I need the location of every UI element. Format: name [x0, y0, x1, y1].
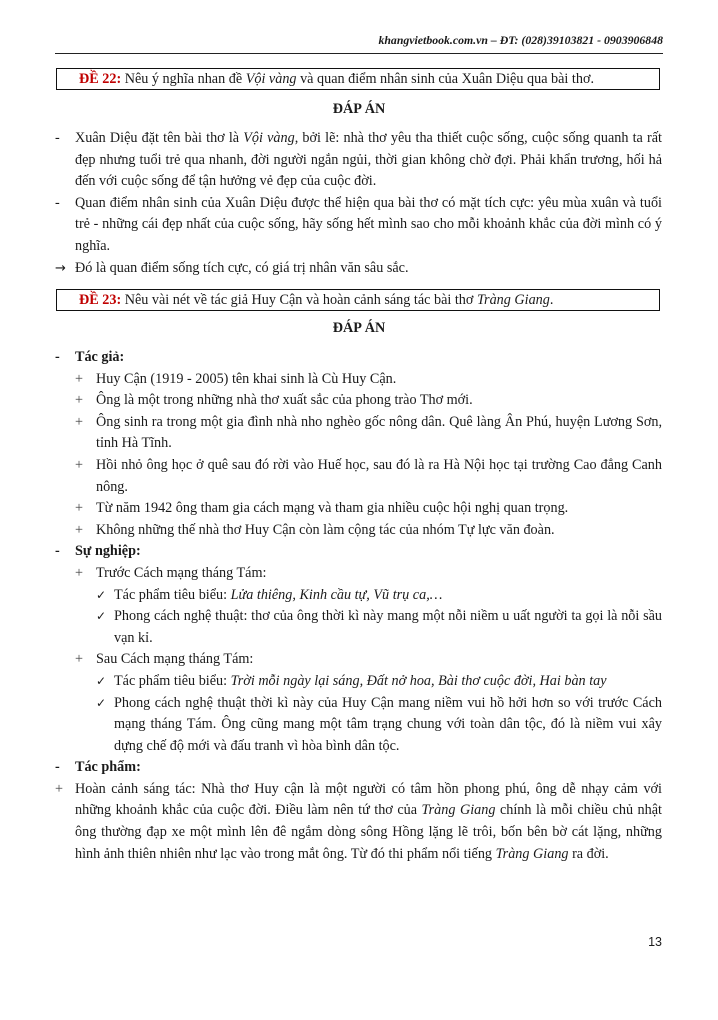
- plus-bullet: +: [55, 780, 64, 797]
- list-item: ✓ Phong cách nghệ thuật thời kì này của Huy Cận mang niềm vui hồ hởi hơn so với trước Cách mạng tháng Tám. Ông cũng mang một tâm trạng chung với toàn dân tộc, đó là niềm vui xây dựng chế độ mới và đấu tranh vì hòa bình dân tộc.: [96, 694, 662, 754]
- question-23-text: Nêu vài nét về tác giả Huy Cận và hoàn cảnh sáng tác bài thơ: [121, 292, 477, 308]
- list-item: - Quan điểm nhân sinh của Xuân Diệu được thể hiện qua bài thơ có mặt tích cực: yêu mùa xuân và tuổi trẻ - những cái đẹp nhất của cuộc sống, hãy sống hết mình sao cho mỗi khoảnh khắc của đời mình có ý nghĩa.: [55, 194, 662, 254]
- question-22-text: Nêu ý nghĩa nhan đề: [121, 71, 246, 87]
- dash-bullet: -: [55, 349, 60, 365]
- question-23-box: [56, 289, 660, 311]
- right-arrow-icon: →: [55, 260, 66, 276]
- list-item: + Ông là một trong những nhà thơ xuất sắc của phong trào Thơ mới.: [55, 390, 662, 412]
- question-22-text-end: và quan điểm nhân sinh của Xuân Diệu qua bài thơ.: [296, 71, 594, 87]
- question-22-title: Vội vàng: [245, 71, 297, 87]
- question-22-label: ĐỀ 22:: [79, 71, 122, 87]
- plus-bullet: +: [75, 413, 84, 430]
- dash-bullet: -: [55, 194, 60, 211]
- dash-bullet: -: [55, 759, 60, 776]
- list-item: - Xuân Diệu đặt tên bài thơ là Vội vàng, bởi lẽ: nhà thơ yêu tha thiết cuộc sống, cuộc sống quanh ta rất đẹp nhưng tuổi trẻ qua nhanh, đời người ngắn ngủi, thời gian không chờ đợi. Phải khẩn trương, hối hả đến với cuộc sống để tận hưởng vẻ đẹp của cuộc đời.: [55, 130, 662, 190]
- section-heading-tac-pham: - Tác phẩm:: [55, 757, 662, 779]
- plus-bullet: +: [75, 564, 84, 581]
- dash-bullet: -: [55, 543, 60, 560]
- answer-heading-23: ĐÁP ÁN: [332, 320, 386, 336]
- list-item: + Hồi nhỏ ông học ở quê sau đó rời vào Huế học, sau đó là ra Hà Nội học tại trường Cao đẳng Canh nông.: [75, 456, 662, 495]
- checkmark-icon: ✓: [96, 609, 107, 624]
- conclusion: → Đó là quan điểm sống tích cực, có giá trị nhân văn sâu sắc.: [55, 258, 662, 280]
- page-number: 13: [648, 935, 662, 949]
- question-23-text-end: .: [549, 292, 554, 308]
- list-item: + Trước Cách mạng tháng Tám:: [55, 563, 662, 585]
- answer-23: [55, 347, 662, 865]
- list-item: + Huy Cận (1919 - 2005) tên khai sinh là Cù Huy Cận.: [55, 369, 662, 391]
- poem-title: Vội vàng: [243, 130, 295, 146]
- plus-bullet: +: [75, 521, 84, 538]
- plus-bullet: +: [75, 500, 84, 517]
- list-item: + Hoàn cảnh sáng tác: Nhà thơ Huy cận là một người có tâm hồn phong phú, ông dễ nhạy cảm với những khoảnh khắc của cuộc đời. Điều làm nên tứ thơ của Tràng Giang chính là mỗi chiều chủ nhật ông thường đạp xe một mình lên đê ngắm dòng sông Hồng lặng lẽ trôi, bốn bên bờ cát lặng, những hình ảnh thiên nhiên như lạc vào trong mắt ông. Từ đó thi phẩm nổi tiếng Tràng Giang ra đời.: [55, 780, 662, 862]
- plus-bullet: +: [75, 456, 84, 473]
- list-item: + Từ năm 1942 ông tham gia cách mạng và tham gia nhiều cuộc hội nghị quan trọng.: [55, 498, 662, 520]
- answer-heading-22: ĐÁP ÁN: [332, 101, 386, 117]
- checkmark-icon: ✓: [96, 587, 107, 602]
- plus-bullet: +: [75, 370, 84, 387]
- checkmark-icon: ✓: [96, 673, 107, 688]
- section-heading-su-nghiep: - Sự nghiệp:: [55, 541, 662, 563]
- plus-bullet: +: [75, 392, 84, 409]
- list-item: + Sau Cách mạng tháng Tám:: [55, 649, 662, 671]
- list-item: ✓ Tác phẩm tiêu biểu: Trời mỗi ngày lại sáng, Đất nở hoa, Bài thơ cuộc đời, Hai bàn tay: [55, 671, 662, 693]
- dash-bullet: -: [55, 130, 60, 146]
- list-item: + Không những thế nhà thơ Huy Cận còn làm cộng tác của nhóm Tự lực văn đoàn.: [55, 520, 662, 542]
- section-heading-tac-gia: - Tác giả:: [55, 347, 662, 369]
- question-23-label: ĐỀ 23:: [79, 292, 122, 308]
- list-item: ✓ Phong cách nghệ thuật: thơ của ông thời kì này mang một nỗi niềm u uất người ta gọi là nỗi sầu vạn kỉ.: [96, 608, 662, 646]
- question-23-title: Tràng Giang: [476, 292, 550, 308]
- checkmark-icon: ✓: [96, 695, 107, 710]
- question-22-box: [56, 68, 660, 90]
- list-item: + Ông sinh ra trong một gia đình nhà nho nghèo gốc nông dân. Quê làng Ân Phú, huyện Lương Sơn, tỉnh Hà Tĩnh.: [75, 413, 662, 452]
- answer-22: [55, 128, 662, 279]
- plus-bullet: +: [75, 651, 84, 668]
- list-item: ✓ Tác phẩm tiêu biểu: Lửa thiêng, Kinh cầu tự, Vũ trụ ca,…: [55, 585, 662, 607]
- page-header: khangvietbook.com.vn – ĐT: (028)39103821 - 0903906848: [55, 33, 663, 54]
